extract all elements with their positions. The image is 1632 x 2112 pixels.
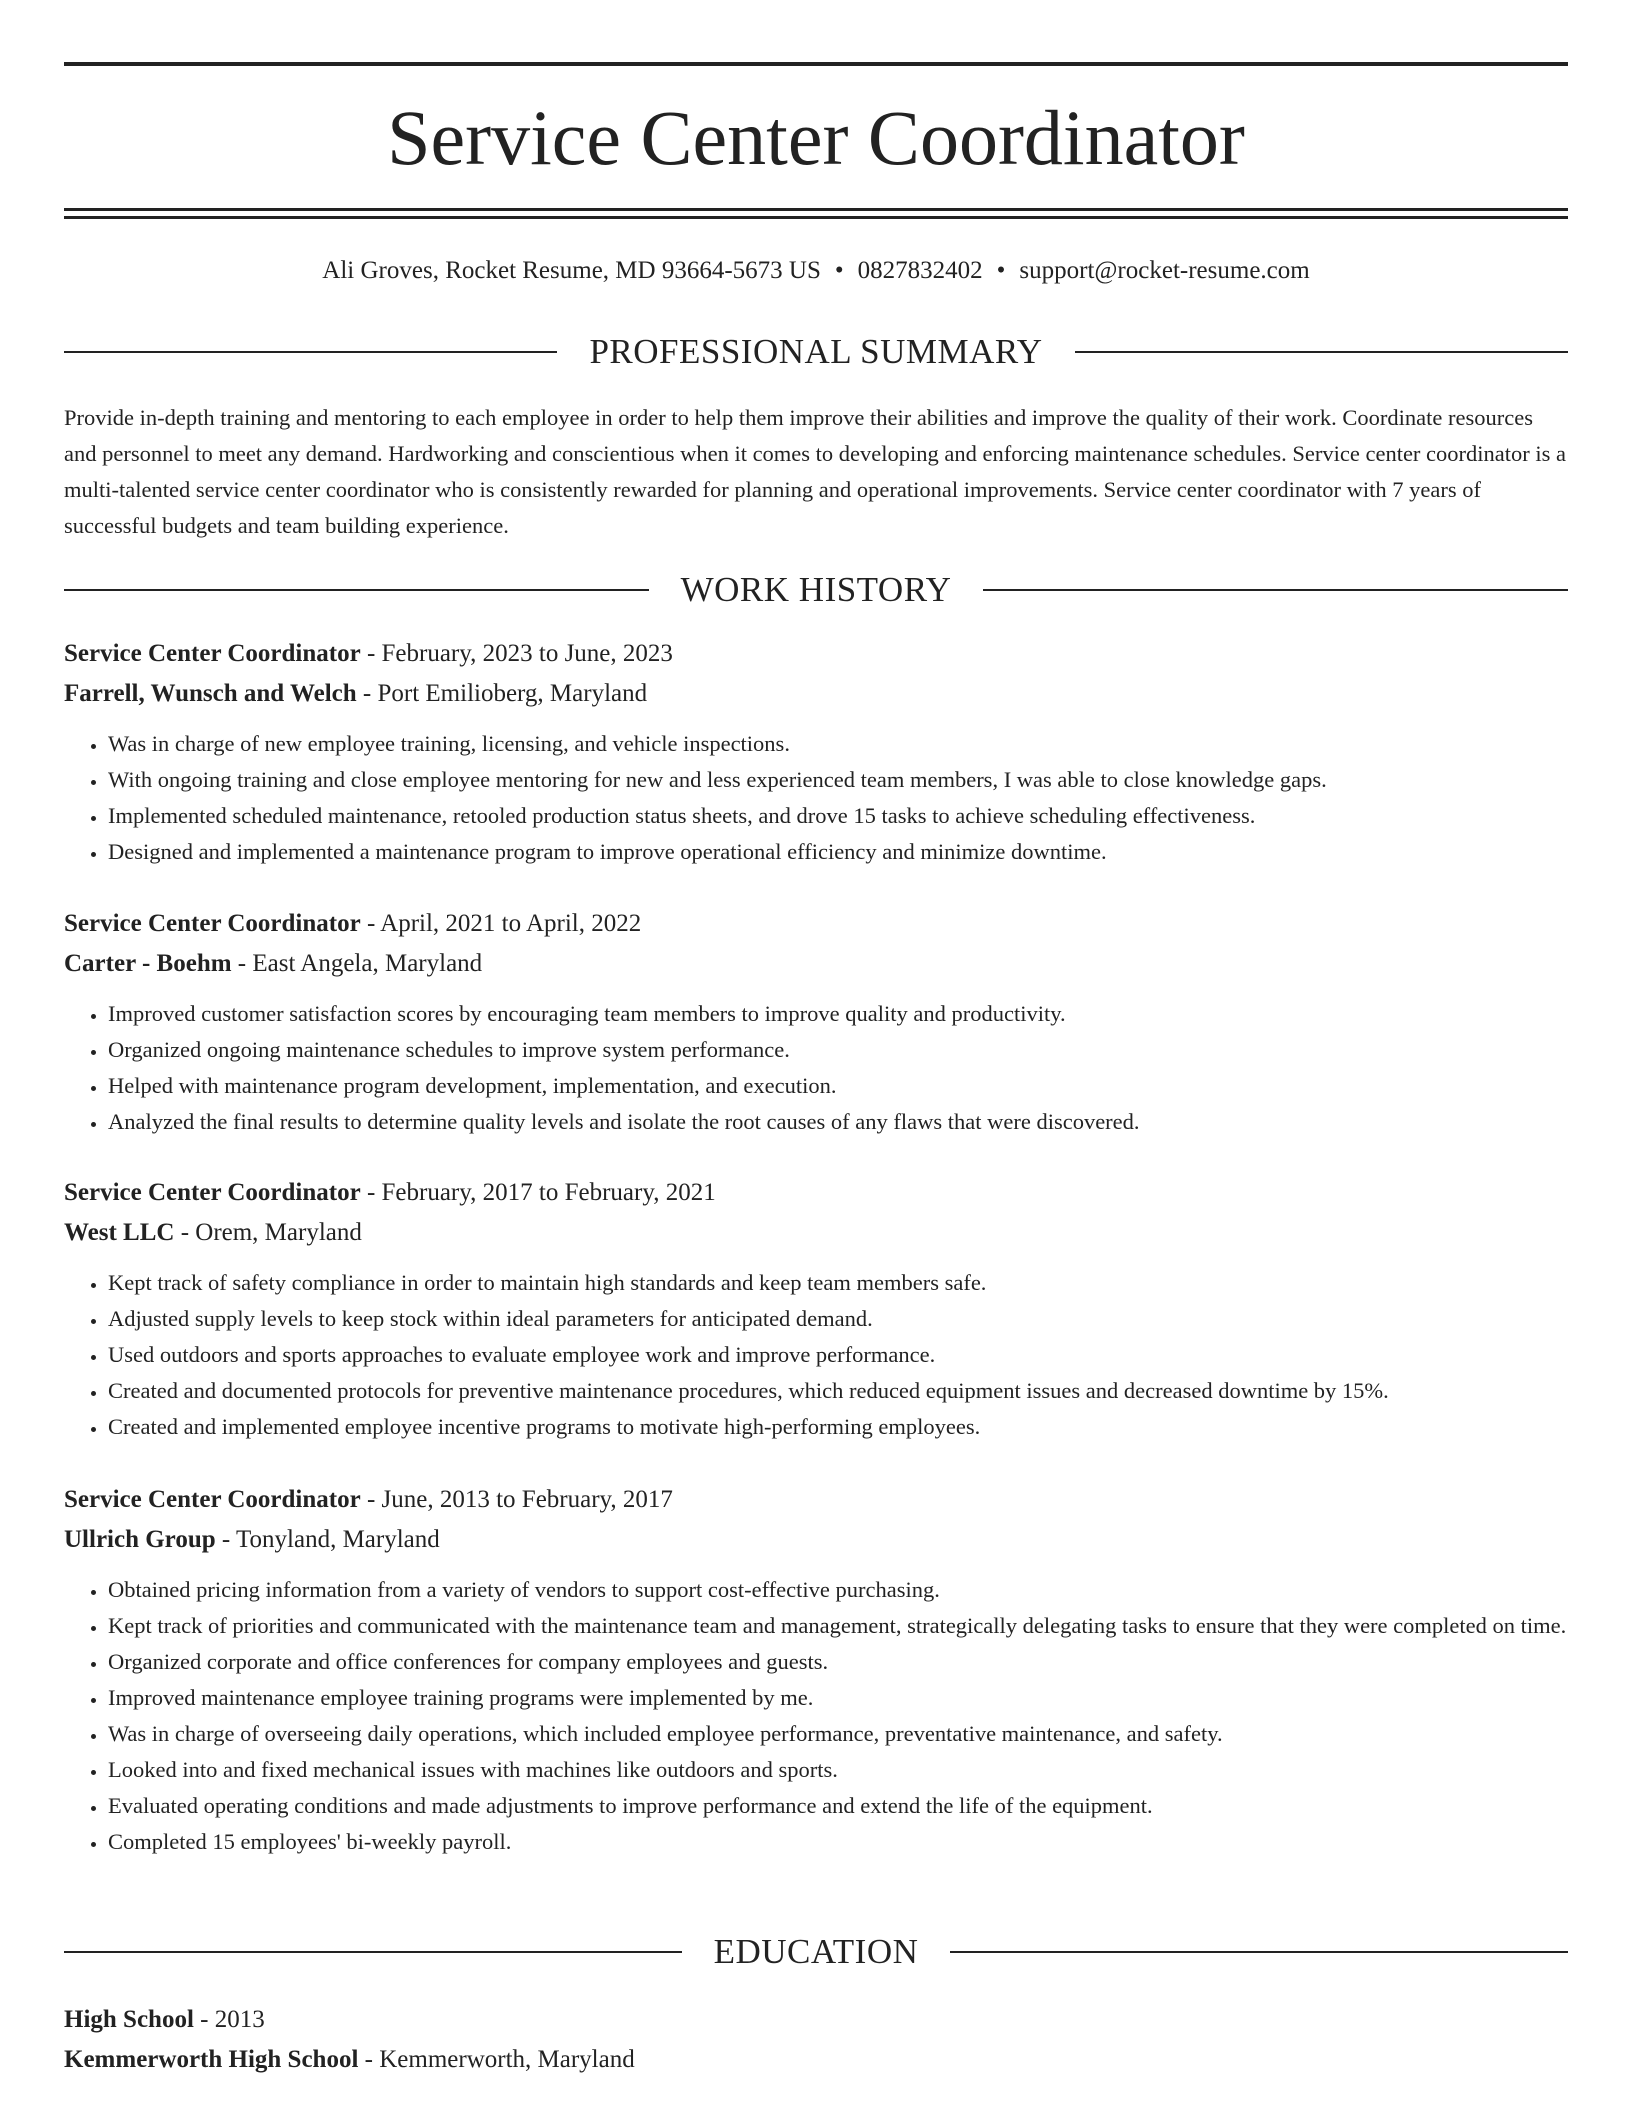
job-bullet: • Obtained pricing information from a variety of vendors to support cost-effective purchasing.	[108, 1572, 1568, 1608]
job-bullet: • Helped with maintenance program development, implementation, and execution.	[108, 1068, 1568, 1104]
job-company: Farrell, Wunsch and Welch	[64, 680, 357, 707]
job-company: Carter - Boehm	[64, 950, 232, 977]
education-entry	[64, 2002, 1568, 2078]
section-heading-label: WORK HISTORY	[680, 570, 952, 609]
job-bullet: • Improved maintenance employee training programs were implemented by me.	[108, 1680, 1568, 1716]
job-company-line	[64, 946, 1568, 982]
job-bullet: • Was in charge of new employee training, licensing, and vehicle inspections.	[108, 726, 1568, 762]
job-company: Ullrich Group	[64, 1526, 216, 1553]
job-location: - East Angela, Maryland	[231, 950, 483, 977]
job-bullet: • Organized corporate and office conferences for company employees and guests.	[108, 1644, 1568, 1680]
job-entry	[64, 1482, 1568, 1860]
job-bullets	[64, 996, 1568, 1140]
job-title-line	[64, 1482, 1568, 1518]
job-location: - Tonyland, Maryland	[215, 1526, 440, 1553]
job-bullet: • Kept track of priorities and communicated with the maintenance team and management, strategically delegating tasks to ensure that they were completed on time.	[108, 1608, 1568, 1644]
job-bullets	[64, 726, 1568, 870]
education-degree: High School	[64, 2006, 194, 2033]
job-bullet: • Completed 15 employees' bi-weekly payroll.	[108, 1824, 1568, 1860]
heading-rule-right	[950, 1951, 1568, 1953]
job-location: - Port Emilioberg, Maryland	[356, 680, 648, 707]
title-rule-upper	[64, 208, 1568, 211]
job-title-line	[64, 906, 1568, 942]
heading-rule-left	[64, 1951, 682, 1953]
job-title: Service Center Coordinator	[64, 1179, 361, 1206]
job-dates: - June, 2013 to February, 2017	[360, 1486, 673, 1513]
contact-email: support@rocket-resume.com	[1019, 257, 1310, 284]
contact-separator: •	[996, 257, 1006, 284]
job-bullet: • Designed and implemented a maintenance program to improve operational efficiency and minimize downtime.	[108, 834, 1568, 870]
job-entry	[64, 1175, 1568, 1445]
heading-rule-left	[64, 351, 557, 353]
section-heading-label: EDUCATION	[713, 1932, 919, 1971]
job-bullet: • Looked into and fixed mechanical issues with machines like outdoors and sports.	[108, 1752, 1568, 1788]
education-location: - Kemmerworth, Maryland	[358, 2046, 635, 2073]
job-title: Service Center Coordinator	[64, 1486, 361, 1513]
job-entry	[64, 636, 1568, 870]
job-dates: - February, 2017 to February, 2021	[360, 1179, 716, 1206]
top-rule	[64, 62, 1568, 66]
education-year: - 2013	[193, 2006, 265, 2033]
job-entry	[64, 906, 1568, 1140]
job-bullets	[64, 1265, 1568, 1445]
section-heading-summary	[64, 330, 1568, 374]
job-bullet: • Created and implemented employee incentive programs to motivate high-performing employees.	[108, 1409, 1568, 1445]
job-title: Service Center Coordinator	[64, 640, 361, 667]
contact-address: Ali Groves, Rocket Resume, MD 93664-5673 US	[322, 257, 821, 284]
education-school-line	[64, 2042, 1568, 2078]
contact-separator: •	[834, 257, 844, 284]
job-bullet: • Evaluated operating conditions and made adjustments to improve performance and extend the life of the equipment.	[108, 1788, 1568, 1824]
contact-line	[64, 255, 1568, 287]
job-title-line	[64, 1175, 1568, 1211]
heading-rule-right	[1075, 351, 1568, 353]
job-title: Service Center Coordinator	[64, 910, 361, 937]
contact-phone: 0827832402	[857, 257, 983, 284]
job-company-line	[64, 676, 1568, 712]
job-company: West LLC	[64, 1219, 175, 1246]
education-degree-line	[64, 2002, 1568, 2038]
job-bullet: • With ongoing training and close employee mentoring for new and less experienced team members, I was able to close knowledge gaps.	[108, 762, 1568, 798]
resume-title: Service Center Coordinator	[387, 94, 1245, 181]
job-location: - Orem, Maryland	[174, 1219, 362, 1246]
job-bullet: • Kept track of safety compliance in order to maintain high standards and keep team members safe.	[108, 1265, 1568, 1301]
job-bullets	[64, 1572, 1568, 1860]
job-company-line	[64, 1215, 1568, 1251]
section-heading-label: PROFESSIONAL SUMMARY	[589, 332, 1043, 371]
title-rule-lower	[64, 216, 1568, 219]
job-dates: - April, 2021 to April, 2022	[360, 910, 642, 937]
heading-rule-left	[64, 589, 649, 591]
job-company-line	[64, 1522, 1568, 1558]
job-bullet: • Adjusted supply levels to keep stock within ideal parameters for anticipated demand.	[108, 1301, 1568, 1337]
heading-rule-right	[983, 589, 1568, 591]
job-bullet: • Organized ongoing maintenance schedules to improve system performance.	[108, 1032, 1568, 1068]
job-bullet: • Improved customer satisfaction scores by encouraging team members to improve quality and productivity.	[108, 996, 1568, 1032]
job-bullet: • Was in charge of overseeing daily operations, which included employee performance, preventative maintenance, and safety.	[108, 1716, 1568, 1752]
job-bullet: • Created and documented protocols for preventive maintenance procedures, which reduced equipment issues and decreased downtime by 15%.	[108, 1373, 1568, 1409]
summary-text: Provide in-depth training and mentoring to each employee in order to help them improve their abilities and improve the quality of their work. Coordinate resources and personnel to meet any demand. Hardworking and conscientious when it comes to developing and enforcing maintenance schedules. Service center coordinator is a multi-talented service center coordinator who is consistently rewarded for planning and operational improvements. Service center coordinator with 7 years of successful budgets and team building experience.	[64, 405, 1567, 538]
education-school: Kemmerworth High School	[64, 2046, 359, 2073]
job-bullet: • Used outdoors and sports approaches to evaluate employee work and improve performance.	[108, 1337, 1568, 1373]
job-bullet: • Implemented scheduled maintenance, retooled production status sheets, and drove 15 tasks to achieve scheduling effectiveness.	[108, 798, 1568, 834]
job-bullet: • Analyzed the final results to determine quality levels and isolate the root causes of any flaws that were discovered.	[108, 1104, 1568, 1140]
section-heading-work-history	[64, 568, 1568, 612]
job-title-line	[64, 636, 1568, 672]
section-heading-education	[64, 1930, 1568, 1974]
job-dates: - February, 2023 to June, 2023	[360, 640, 673, 667]
